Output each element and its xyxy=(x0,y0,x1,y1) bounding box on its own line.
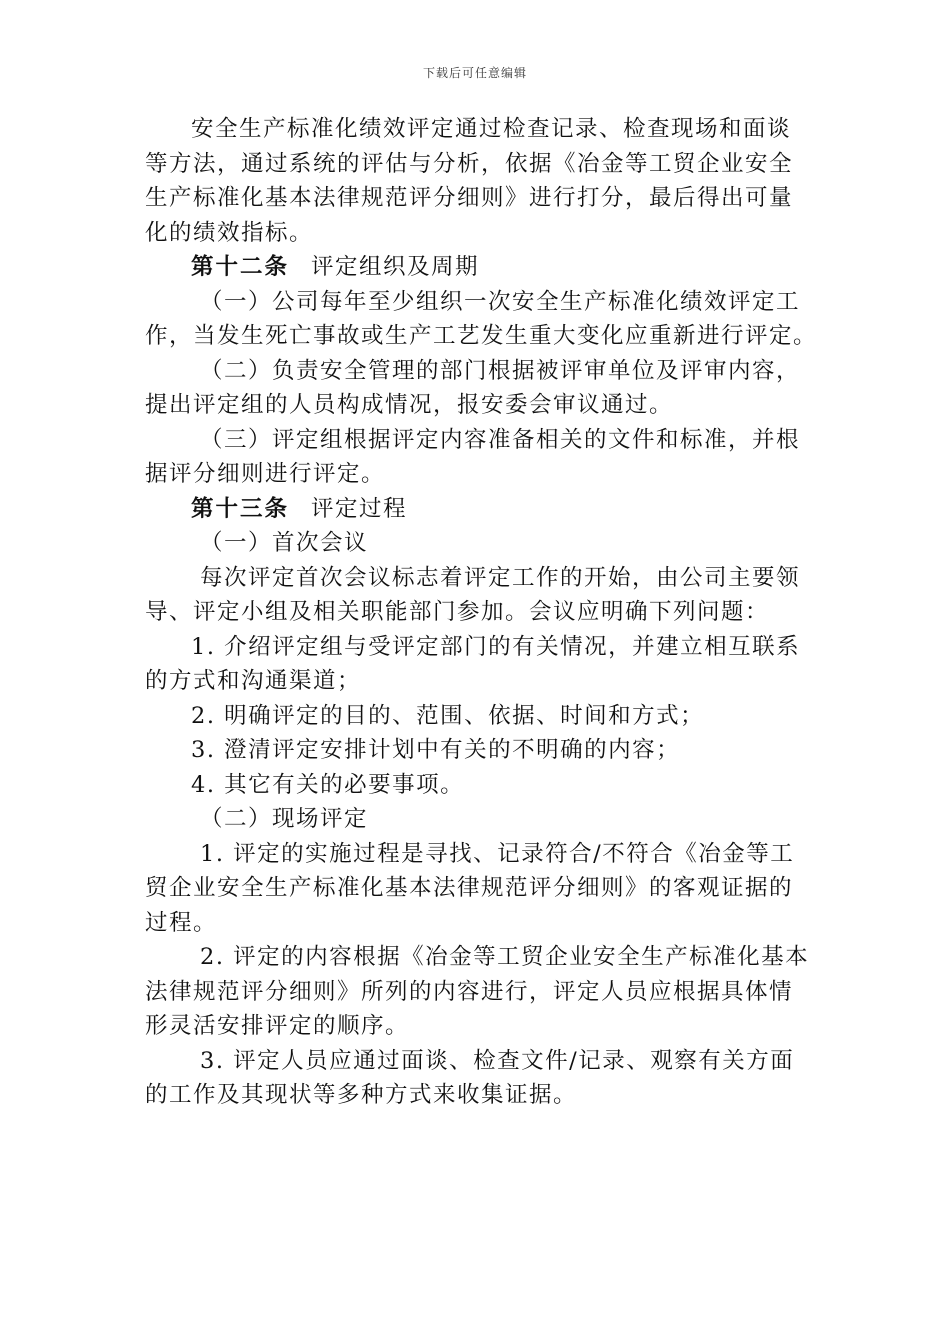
text-line: 3. 澄清评定安排计划中有关的不明确的内容； xyxy=(191,737,681,763)
text-line: （一）公司每年至少组织一次安全生产标准化绩效评定工 xyxy=(200,288,801,315)
text-line: 生产标准化基本法律规范评分细则》进行打分，最后得出可量 xyxy=(145,185,794,211)
text-line: 贸企业安全生产标准化基本法律规范评分细则》的客观证据的 xyxy=(145,875,794,901)
text-line: 化的绩效指标。 xyxy=(145,219,314,246)
text-line: 法律规范评分细则》所列的内容进行，评定人员应根据具体情 xyxy=(145,978,794,1005)
body-text xyxy=(145,112,817,1113)
document-body xyxy=(145,112,817,1113)
text-line: 形灵活安排评定的顺序。 xyxy=(145,1013,410,1039)
text-line: （三）评定组根据评定内容准备相关的文件和标准，并根 xyxy=(200,426,801,453)
text-line: 3. 评定人员应通过面谈、检查文件/记录、观察有关方面 xyxy=(200,1047,795,1074)
text-line: 每次评定首次会议标志着评定工作的开始，由公司主要领 xyxy=(200,564,801,591)
text-line: 1. 介绍评定组与受评定部门的有关情况，并建立相互联系 xyxy=(191,633,801,660)
text-line: （一）首次会议 xyxy=(200,530,369,556)
text-line: 1. 评定的实施过程是寻找、记录符合/不符合《冶金等工 xyxy=(200,840,795,867)
article-number: 第十三条 xyxy=(191,495,290,522)
text-line: 提出评定组的人员构成情况，报安委会审议通过。 xyxy=(145,392,674,418)
article-number: 第十二条 xyxy=(191,254,290,280)
text-line: 作，当发生死亡事故或生产工艺发生重大变化应重新进行评定。 xyxy=(145,323,818,349)
text-line: 等方法，通过系统的评估与分析，依据《冶金等工贸企业安全 xyxy=(145,150,794,177)
text-line: 2. 明确评定的目的、范围、依据、时间和方式； xyxy=(191,702,705,729)
text-line: （二）负责安全管理的部门根据被评审单位及评审内容， xyxy=(200,357,801,384)
text-line: 安全生产标准化绩效评定通过检查记录、检查现场和面谈 xyxy=(191,116,792,142)
page-header: 下载后可任意编辑 xyxy=(422,66,527,80)
article-heading xyxy=(145,492,817,527)
article-title: 评定过程 xyxy=(311,495,408,522)
text-line: 的方式和沟通渠道； xyxy=(145,668,362,694)
article-heading xyxy=(145,250,817,285)
text-line: 4. 其它有关的必要事项。 xyxy=(191,771,465,798)
text-line: 过程。 xyxy=(145,909,218,936)
text-line: 据评分细则进行评定。 xyxy=(145,461,386,487)
text-line: 导、评定小组及相关职能部门参加。会议应明确下列问题： xyxy=(145,599,770,625)
text-line: 2. 评定的内容根据《冶金等工贸企业安全生产标准化基本 xyxy=(200,944,810,970)
text-line: 的工作及其现状等多种方式来收集证据。 xyxy=(145,1082,578,1108)
article-title: 评定组织及周期 xyxy=(311,254,480,280)
text-line: （二）现场评定 xyxy=(200,806,369,832)
